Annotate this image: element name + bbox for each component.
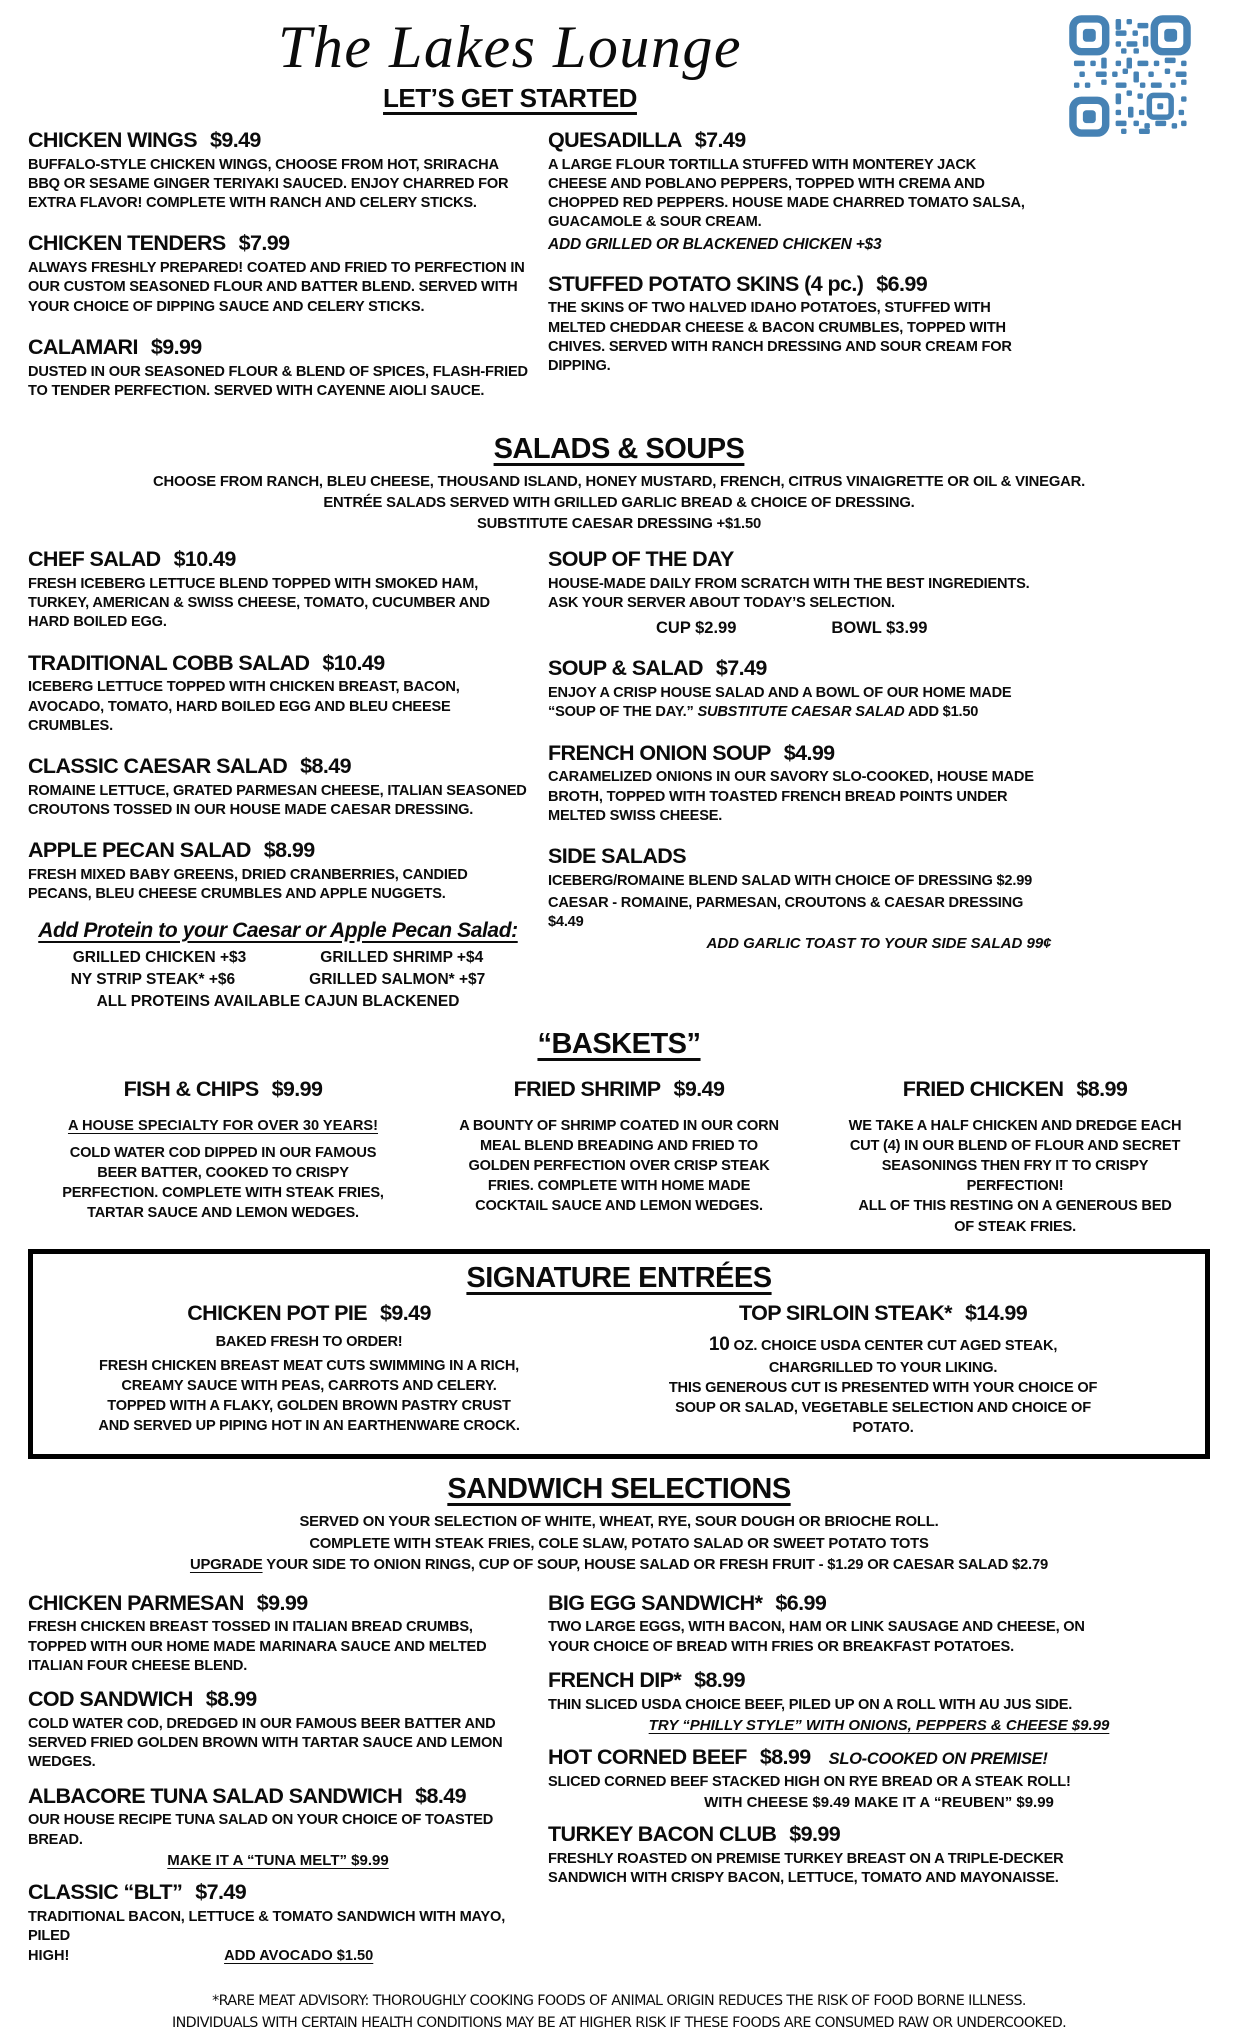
item-description: THE SKINS OF TWO HALVED IDAHO POTATOES, STUFFED WITH MELTED CHEDDAR CHEESE & BACON CRUMBLES, TOPPED WITH CHIVES. SERVED WITH RANCH DRESSING AND SOUR CREAM FOR DIPPING.: [548, 300, 1012, 375]
protein-option: GRILLED CHICKEN +$3: [72, 948, 247, 966]
item-name-price: [28, 231, 528, 256]
item-name: FRIED SHRIMP: [513, 1076, 661, 1101]
menu-item-fried-shrimp: [438, 1077, 800, 1237]
item-name: CHICKEN TENDERS: [28, 231, 226, 256]
item-name-price: [42, 1077, 404, 1102]
item-name-price: [548, 656, 1210, 681]
item-name: CHICKEN POT PIE: [187, 1300, 367, 1325]
protein-option: NY STRIP STEAK* +$6: [70, 971, 236, 988]
item-description: HOUSE-MADE DAILY FROM SCRATCH WITH THE BEST INGREDIENTS. ASK YOUR SERVER ABOUT TODAY’S SELECTION.: [548, 575, 1030, 612]
sandwiches-intro: [0, 1512, 1238, 1576]
salads-left-column: [28, 547, 528, 1014]
item-name-price: [548, 1822, 1210, 1847]
item-name-price: [28, 1784, 528, 1809]
item-name: FRENCH DIP*: [548, 1667, 682, 1692]
item-price: $8.49: [415, 1783, 466, 1808]
item-name-price: [28, 1687, 528, 1712]
substitute-note: SUBSTITUTE CAESAR SALAD: [697, 704, 905, 721]
item-name-price: [834, 1077, 1196, 1102]
item-price: $8.99: [263, 838, 315, 863]
restaurant-title: The Lakes Lounge: [278, 14, 742, 80]
protein-option: GRILLED SALMON* +$7: [309, 971, 486, 988]
corned-beef-options: WITH CHEESE $9.49 MAKE IT A “REUBEN” $9.99: [704, 1793, 1054, 1811]
item-description: FRESH MIXED BABY GREENS, DRIED CRANBERRIES, CANDIED PECANS, BLEU CHEESE CRUMBLES AND APPLE NUGGETS.: [28, 867, 468, 903]
add-protein-footer: ALL PROTEINS AVAILABLE CAJUN BLACKENED: [96, 993, 460, 1011]
item-description: THIN SLICED USDA CHOICE BEEF, PILED UP ON A ROLL WITH AU JUS SIDE.: [548, 1696, 1073, 1713]
item-price: $9.49: [673, 1076, 725, 1101]
soup-cup-price: CUP $2.99: [656, 619, 737, 638]
item-name: BIG EGG SANDWICH*: [548, 1590, 763, 1615]
item-name: HOT CORNED BEEF: [548, 1744, 747, 1769]
item-description: ICEBERG LETTUCE TOPPED WITH CHICKEN BREAST, BACON, AVOCADO, TOMATO, HARD BOILED EGG AND BLEU CHEESE CRUMBLES.: [28, 679, 460, 734]
item-name-price: [28, 128, 528, 153]
menu-header: [0, 16, 1238, 114]
menu-item-big-egg-sandwich: [548, 1591, 1210, 1657]
item-name: TRADITIONAL COBB SALAD: [28, 650, 310, 675]
item-name-price: [548, 1745, 1210, 1770]
menu-item-stuffed-potato-skins: [548, 272, 1210, 377]
item-price: $10.49: [322, 650, 385, 675]
soup-bowl-price: BOWL $3.99: [831, 619, 928, 638]
item-price: $7.99: [238, 231, 290, 256]
menu-item-french-dip: [548, 1668, 1210, 1734]
menu-item-chicken-pot-pie: [45, 1301, 573, 1439]
item-description: ALWAYS FRESHLY PREPARED! COATED AND FRIED TO PERFECTION IN OUR CUSTOM SEASONED FLOUR AND BATTER BLEND. SERVED WITH YOUR CHOICE OF DIPPING SAUCE AND CELERY STICKS.: [28, 260, 525, 315]
item-description: TWO LARGE EGGS, WITH BACON, HAM OR LINK SAUSAGE AND CHEESE, ON YOUR CHOICE OF BREAD WITH FRIES OR BREAKFAST POTATOES.: [548, 1619, 1085, 1655]
item-name: CLASSIC “BLT”: [28, 1879, 183, 1904]
item-description: DUSTED IN OUR SEASONED FLOUR & BLEND OF SPICES, FLASH-FRIED TO TENDER PERFECTION. SERVED WITH CAYENNE AIOLI SAUCE.: [28, 363, 528, 399]
add-protein-row2: [28, 969, 528, 991]
slo-cooked-tag: SLO-COOKED ON PREMISE!: [828, 1749, 1048, 1768]
item-price: $7.49: [694, 128, 746, 152]
item-name-price: [28, 335, 528, 360]
item-name: CHICKEN PARMESAN: [28, 1590, 244, 1615]
menu-item-calamari: [28, 335, 528, 401]
sandwiches-intro-line2: COMPLETE WITH STEAK FRIES, COLE SLAW, POTATO SALAD OR SWEET POTATO TOTS: [309, 1535, 929, 1552]
garlic-toast-note: ADD GARLIC TOAST TO YOUR SIDE SALAD 99¢: [706, 934, 1052, 952]
signature-columns: [45, 1301, 1193, 1439]
item-name-price: [28, 651, 528, 676]
menu-item-classic-blt: [28, 1880, 528, 1964]
item-price: $8.99: [1076, 1076, 1128, 1101]
menu-qr-code: [1068, 14, 1192, 138]
menu-item-chicken-tenders: [28, 231, 528, 316]
item-description: TRADITIONAL BACON, LETTUCE & TOMATO SANDWICH WITH MAYO, PILED: [28, 1908, 506, 1944]
item-description: FRESHLY ROASTED ON PREMISE TURKEY BREAST ON A TRIPLE-DECKER SANDWICH WITH CRISPY BACON, LETTUCE, TOMATO AND MAYONAISSE.: [548, 1850, 1064, 1886]
sandwiches-right-column: [548, 1591, 1210, 1975]
item-price: $8.99: [759, 1744, 811, 1769]
advisory-line2: INDIVIDUALS WITH CERTAIN HEALTH CONDITIONS MAY BE AT HIGHER RISK IF THESE FOODS ARE CONSUMED RAW OR UNDERCOOKED.: [171, 2014, 1067, 2031]
salads-intro-line2: ENTRÉE SALADS SERVED WITH GRILLED GARLIC BREAD & CHOICE OF DRESSING.: [323, 495, 915, 512]
sandwiches-left-column: [28, 1591, 528, 1975]
item-price: $8.99: [205, 1687, 257, 1712]
item-price: $7.49: [195, 1879, 247, 1904]
menu-item-cobb-salad: [28, 651, 528, 736]
add-avocado-note: ADD AVOCADO $1.50: [224, 1948, 374, 1965]
item-name-price: [28, 1591, 528, 1616]
item-description: ROMAINE LETTUCE, GRATED PARMESAN CHEESE, ITALIAN SEASONED CROUTONS TOSSED IN OUR HOUSE MADE CAESAR DRESSING.: [28, 782, 527, 819]
blt-high: HIGH!: [28, 1948, 70, 1965]
add-protein-row1: [28, 947, 528, 969]
item-price: $7.49: [715, 656, 767, 681]
soups-right-column: [548, 547, 1210, 1014]
menu-item-chicken-wings: [28, 128, 528, 213]
advisory-line1: *RARE MEAT ADVISORY: THOROUGHLY COOKING FOODS OF ANIMAL ORIGIN REDUCES THE RISK OF FOOD BORNE ILLNESS.: [212, 1993, 1026, 2010]
item-name: CALAMARI: [28, 334, 138, 359]
menu-item-chef-salad: [28, 547, 528, 632]
item-name-price: [28, 547, 528, 572]
menu-item-caesar-salad: [28, 754, 528, 820]
item-description: BUFFALO-STYLE CHICKEN WINGS, CHOOSE FROM HOT, SRIRACHA BBQ OR SESAME GINGER TERIYAKI SAUCED. ENJOY CHARRED FOR EXTRA FLAVOR! COMPLETE WITH RANCH AND CELERY STICKS.: [28, 156, 509, 212]
item-name: COD SANDWICH: [28, 1687, 193, 1712]
item-name: SOUP OF THE DAY: [548, 547, 734, 572]
item-name: FRIED CHICKEN: [902, 1076, 1064, 1101]
steak-ounces: 10: [708, 1333, 730, 1355]
menu-item-apple-pecan-salad: [28, 838, 528, 904]
item-price: $9.99: [256, 1590, 308, 1615]
section-heading-get-started: LET’S GET STARTED: [383, 83, 637, 113]
salads-intro-line1: CHOOSE FROM RANCH, BLEU CHEESE, THOUSAND ISLAND, HONEY MUSTARD, FRENCH, CITRUS VINAIGRETTE OR OIL & VINEGAR.: [152, 474, 1086, 491]
section-heading-baskets: “BASKETS”: [537, 1027, 701, 1060]
side-salad-option2: CAESAR - ROMAINE, PARMESAN, CROUTONS & CAESAR DRESSING $4.49: [548, 895, 1024, 931]
item-name-price: [548, 1668, 1210, 1693]
item-name-price: [28, 1880, 528, 1905]
baked-fresh-tag: BAKED FRESH TO ORDER!: [215, 1333, 403, 1350]
salads-intro-line3: SUBSTITUTE CAESAR DRESSING +$1.50: [476, 516, 762, 533]
item-description: A LARGE FLOUR TORTILLA STUFFED WITH MONTEREY JACK CHEESE AND POBLANO PEPPERS, TOPPED WITH CREMA AND CHOPPED RED PEPPERS. HOUSE MADE CHARRED TOMATO SALSA, GUACAMOLE & SOUR CREAM.: [548, 156, 1025, 231]
menu-item-tuna-salad-sandwich: [28, 1784, 528, 1869]
item-name: TOP SIRLOIN STEAK*: [738, 1300, 952, 1325]
sandwiches-intro-line3: UPGRADE YOUR SIDE TO ONION RINGS, CUP OF SOUP, HOUSE SALAD OR FRESH FRUIT - $1.29 OR CAESAR SALAD $2.79: [189, 1557, 1049, 1574]
section-sandwiches: [0, 1591, 1238, 1975]
section-salads-soups: [0, 547, 1238, 1014]
item-price: $8.49: [300, 754, 351, 779]
protein-option: GRILLED SHRIMP +$4: [320, 948, 484, 966]
item-description: THIS GENEROUS CUT IS PRESENTED WITH YOUR CHOICE OF SOUP OR SALAD, VEGETABLE SELECTION AND CHOICE OF POTATO.: [668, 1380, 1098, 1437]
item-description: COLD WATER COD, DREDGED IN OUR FAMOUS BEER BATTER AND SERVED FRIED GOLDEN BROWN WITH TARTAR SAUCE AND LEMON WEDGES.: [28, 1715, 503, 1771]
item-name: TURKEY BACON CLUB: [548, 1821, 777, 1846]
item-name: FISH & CHIPS: [123, 1076, 259, 1101]
item-addon-note: ADD GRILLED OR BLACKENED CHICKEN +$3: [548, 235, 882, 253]
item-price: $10.49: [173, 547, 236, 572]
item-price: $9.49: [209, 128, 261, 152]
item-name: CLASSIC CAESAR SALAD: [28, 754, 288, 779]
steak-size-line: 10 OZ. CHOICE USDA CENTER CUT AGED STEAK, CHARGRILLED TO YOUR LIKING.: [708, 1333, 1058, 1376]
add-protein-heading: Add Protein to your Caesar or Apple Pecan Salad:: [38, 918, 518, 942]
menu-item-french-onion-soup: [548, 741, 1210, 826]
menu-item-turkey-bacon-club: [548, 1822, 1210, 1888]
item-description: CARAMELIZED ONIONS IN OUR SAVORY SLO-COOKED, HOUSE MADE BROTH, TOPPED WITH TOASTED FRENCH BREAD POINTS UNDER MELTED SWISS CHEESE.: [548, 769, 1034, 824]
tuna-melt-note: MAKE IT A “TUNA MELT” $9.99: [167, 1851, 389, 1869]
menu-item-fish-and-chips: [42, 1077, 404, 1237]
item-name-price: [548, 1591, 1210, 1616]
item-name-price: [438, 1077, 800, 1102]
item-name: SIDE SALADS: [548, 844, 686, 869]
item-description: A BOUNTY OF SHRIMP COATED IN OUR CORN MEAL BLEND BREADING AND FRIED TO GOLDEN PERFECTION OVER CRISP STEAK FRIES. COMPLETE WITH HOME MADE COCKTAIL SAUCE AND LEMON WEDGES.: [459, 1117, 779, 1215]
section-heading-sandwich-selections: SANDWICH SELECTIONS: [447, 1473, 791, 1506]
item-description: FRESH ICEBERG LETTUCE BLEND TOPPED WITH SMOKED HAM, TURKEY, AMERICAN & SWISS CHEESE, TOMATO, CUCUMBER AND HARD BOILED EGG.: [28, 575, 490, 631]
item-description-2: ALL OF THIS RESTING ON A GENEROUS BED OF STEAK FRIES.: [858, 1198, 1172, 1235]
item-description: OUR HOUSE RECIPE TUNA SALAD ON YOUR CHOICE OF TOASTED BREAD.: [28, 1812, 494, 1848]
menu-item-soup-and-salad: [548, 656, 1210, 722]
menu-item-hot-corned-beef: [548, 1745, 1210, 1811]
get-started-left-column: [28, 128, 528, 419]
item-description: FRESH CHICKEN BREAST TOSSED IN ITALIAN BREAD CRUMBS, TOPPED WITH OUR HOME MADE MARINARA SAUCE AND MELTED ITALIAN FOUR CHEESE BLEND.: [28, 1619, 487, 1674]
sandwiches-intro-line1: SERVED ON YOUR SELECTION OF WHITE, WHEAT, RYE, SOUR DOUGH OR BRIOCHE ROLL.: [299, 1514, 939, 1531]
soup-sizes-row: [656, 619, 1210, 638]
rare-meat-advisory: [0, 1991, 1238, 2034]
house-specialty-tag: A HOUSE SPECIALTY FOR OVER 30 YEARS!: [67, 1117, 379, 1134]
item-price: $9.49: [380, 1300, 431, 1325]
item-name-price: [28, 754, 528, 779]
item-description: ENJOY A CRISP HOUSE SALAD AND A BOWL OF OUR HOME MADE “SOUP OF THE DAY.” SUBSTITUTE CAESAR SALAD ADD $1.50: [548, 685, 1012, 721]
item-description: COLD WATER COD DIPPED IN OUR FAMOUS BEER BATTER, COOKED TO CRISPY PERFECTION. COMPLETE WITH STEAK FRIES, TARTAR SAUCE AND LEMON WEDGES.: [62, 1144, 384, 1222]
blt-last-line: [28, 1948, 528, 1964]
item-description: SLICED CORNED BEEF STACKED HIGH ON RYE BREAD OR A STEAK ROLL!: [548, 1773, 1071, 1790]
menu-item-side-salads: [548, 844, 1210, 951]
item-name-price: [45, 1301, 573, 1326]
menu-item-quesadilla: [548, 128, 1210, 254]
item-description: FRESH CHICKEN BREAST MEAT CUTS SWIMMING IN A RICH, CREAMY SAUCE WITH PEAS, CARROTS AND CELERY. TOPPED WITH A FLAKY, GOLDEN BROWN PASTRY CRUST AND SERVED UP PIPING HOT IN AN EARTHENWARE CROCK.: [98, 1357, 520, 1435]
upgrade-label: UPGRADE: [189, 1557, 263, 1574]
item-name: APPLE PECAN SALAD: [28, 838, 251, 863]
section-baskets: [0, 1077, 1238, 1237]
item-price: $4.99: [783, 740, 835, 765]
item-price: $6.99: [775, 1590, 827, 1615]
menu-item-chicken-parmesan: [28, 1591, 528, 1676]
item-name: QUESADILLA: [548, 128, 682, 152]
get-started-right-column: [548, 128, 1210, 419]
item-name-price: [28, 838, 528, 863]
item-name: ALBACORE TUNA SALAD SANDWICH: [28, 1783, 403, 1808]
philly-style-note: TRY “PHILLY STYLE” WITH ONIONS, PEPPERS & CHEESE $9.99: [648, 1716, 1110, 1734]
salads-intro: [0, 472, 1238, 535]
item-name-price: [573, 1301, 1193, 1326]
menu-item-cod-sandwich: [28, 1687, 528, 1772]
item-description: WE TAKE A HALF CHICKEN AND DREDGE EACH CUT (4) IN OUR BLEND OF FLOUR AND SECRET SEASONINGS THEN FRY IT TO CRISPY PERFECTION!: [848, 1117, 1182, 1195]
section-heading-signature-entrees: SIGNATURE ENTRÉES: [466, 1261, 772, 1294]
item-price: $14.99: [964, 1300, 1028, 1325]
item-price: $6.99: [876, 271, 928, 296]
item-price: $9.99: [150, 334, 202, 359]
menu-item-top-sirloin-steak: [573, 1301, 1193, 1439]
item-price: $9.99: [271, 1076, 323, 1101]
section-get-started: [0, 128, 1238, 419]
menu-item-soup-of-the-day: [548, 547, 1210, 638]
item-name: CHICKEN WINGS: [28, 128, 197, 152]
side-salad-option1: ICEBERG/ROMAINE BLEND SALAD WITH CHOICE OF DRESSING $2.99: [548, 872, 1033, 889]
menu-item-fried-chicken: [834, 1077, 1196, 1237]
item-name: FRENCH ONION SOUP: [548, 740, 771, 765]
item-name-price: [548, 741, 1210, 766]
item-name: STUFFED POTATO SKINS (4 pc.): [548, 271, 864, 296]
item-price: $8.99: [694, 1667, 745, 1692]
section-signature-entrees: [28, 1249, 1210, 1460]
section-heading-salads-soups: SALADS & SOUPS: [493, 433, 745, 466]
item-name: CHEF SALAD: [28, 547, 161, 572]
item-price: $9.99: [789, 1821, 841, 1846]
item-name-price: [548, 272, 1210, 297]
add-protein-block: [28, 919, 528, 1014]
item-name: SOUP & SALAD: [548, 656, 703, 681]
